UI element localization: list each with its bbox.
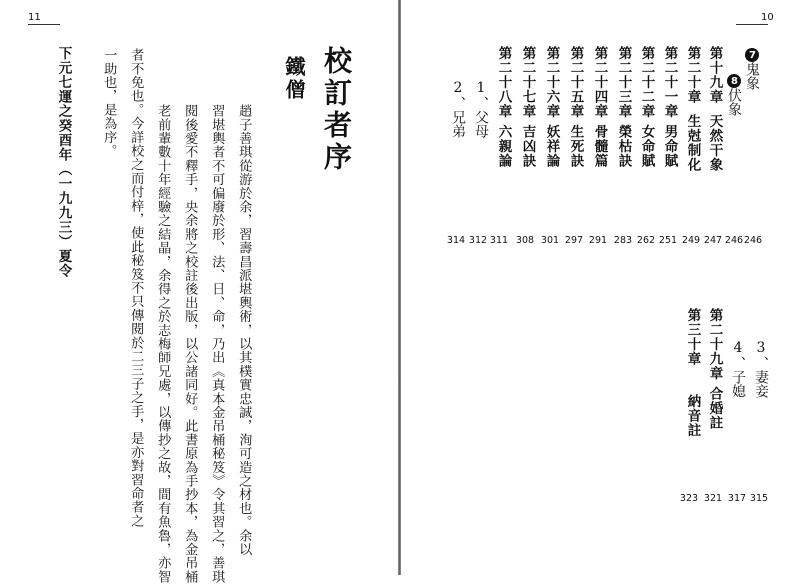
- toc-chapter-23: [616, 46, 630, 168]
- chapter-number: 第二十九章: [706, 308, 723, 381]
- toc-page-number: 315: [749, 493, 769, 504]
- toc-chapter-21: [662, 46, 676, 168]
- item-title: 妻妾: [753, 370, 769, 398]
- toc-chapter-20: [685, 46, 699, 172]
- chapter-number: 第二十二章: [638, 46, 655, 119]
- chapter-title: 吉凶訣: [519, 124, 536, 168]
- preface-column-6: 一助也，是為序。: [101, 48, 117, 158]
- left-page: [0, 0, 399, 584]
- chapter-number: 第二十六章: [543, 46, 560, 119]
- chapter-number: 第二十七章: [519, 46, 536, 119]
- chapter-title: 榮枯訣: [615, 124, 632, 168]
- toc-title: 鬼象: [744, 62, 760, 90]
- toc-entry-wives: [754, 340, 768, 398]
- chapter-title: 納音註: [684, 394, 701, 438]
- right-page: [401, 0, 800, 575]
- toc-page-number: 301: [540, 235, 560, 246]
- chapter-title: 六親論: [495, 124, 512, 168]
- toc-page-number: 321: [703, 493, 723, 504]
- toc-page-number: 311: [489, 235, 509, 246]
- chapter-title: 合婚註: [706, 386, 723, 430]
- toc-chapter-24: [592, 46, 606, 168]
- preface-author: 鐵僧: [282, 56, 306, 102]
- toc-title: 伏象: [726, 88, 742, 116]
- toc-entry-parents: [474, 80, 488, 138]
- toc-page-number: 317: [727, 493, 747, 504]
- chapter-title: 妖祥論: [543, 124, 560, 168]
- page-number-left: 11: [28, 12, 41, 23]
- header-rule-left: [28, 24, 60, 25]
- toc-page-number: 297: [564, 235, 584, 246]
- toc-page-number: 314: [446, 235, 466, 246]
- toc-page-number: 251: [658, 235, 678, 246]
- toc-chapter-22: [639, 46, 653, 168]
- chapter-number: 第十九章: [706, 46, 723, 104]
- chapter-title: 生尅制化: [684, 114, 701, 172]
- number-8-badge: 8: [729, 75, 740, 87]
- preface-column-2: 習堪輿者不可偏廢於形、法、日、命，乃出《真本金吊桶秘笈》令其習之，善琪: [209, 104, 225, 584]
- toc-chapter-27: [520, 46, 534, 168]
- toc-entry-hidden-image: [727, 74, 741, 116]
- toc-entry-children: [731, 340, 745, 398]
- chapter-number: 第二十三章: [615, 46, 632, 119]
- toc-chapter-25: [568, 46, 582, 168]
- chapter-title: 女命賦: [638, 124, 655, 168]
- chapter-number: 第三十章: [684, 308, 701, 366]
- toc-entry-siblings: [451, 80, 465, 138]
- item-title: 子媳: [730, 370, 746, 398]
- chapter-title: 天然干象: [706, 114, 723, 172]
- toc-chapter-26: [544, 46, 558, 168]
- item-number: 2、: [450, 80, 466, 110]
- toc-page-number: 283: [613, 235, 633, 246]
- toc-page-number: 291: [588, 235, 608, 246]
- toc-page-number: 323: [679, 493, 699, 504]
- toc-page-number: 262: [636, 235, 656, 246]
- preface-column-4: 老前輩數十年經驗之結晶，余得之於志梅師兄處，以傳抄之故，間有魚魯，亦智: [155, 104, 171, 584]
- toc-page-number: 246: [724, 235, 744, 246]
- toc-chapter-28: [496, 46, 510, 168]
- chapter-number: 第二十四章: [591, 46, 608, 119]
- item-number: 3、: [753, 340, 769, 370]
- chapter-number: 第二十五章: [567, 46, 584, 119]
- toc-page-number: 312: [468, 235, 488, 246]
- chapter-number: 第二十章: [684, 46, 701, 104]
- toc-page-number: 249: [681, 235, 701, 246]
- header-rule-right: [736, 24, 768, 25]
- toc-page-number: 247: [703, 235, 723, 246]
- number-7-badge: 7: [747, 49, 758, 61]
- item-number: 1、: [473, 80, 489, 110]
- item-title: 父母: [473, 110, 489, 138]
- toc-page-number: 308: [515, 235, 535, 246]
- item-number: 4、: [730, 340, 746, 370]
- toc-page-number: 246: [743, 235, 763, 246]
- toc-entry-ghost-image: [745, 48, 759, 90]
- chapter-title: 男命賦: [661, 124, 678, 168]
- toc-chapter-29: [707, 308, 721, 430]
- toc-chapter-30: [685, 308, 699, 438]
- chapter-number: 第二十一章: [661, 46, 678, 119]
- chapter-number: 第二十八章: [495, 46, 512, 119]
- preface-column-5: 者不免也。今詳校之而付梓，使此秘笈不只傳閱於二三子之手，是亦對習命者之: [128, 48, 144, 528]
- preface-title: 校訂者序: [320, 46, 353, 174]
- item-title: 兄弟: [450, 110, 466, 138]
- preface-column-3: 閱後愛不釋手，央余將之校註後出版，以公諸同好。此書原為手抄本，為金吊桶: [182, 104, 198, 584]
- preface-column-1: 趙子善琪從游於余，習壽昌派堪輿術，以其樸實忠誠，洵可造之材也。余以: [236, 104, 252, 557]
- preface-signature: 下元七運之癸酉年（一九九三）夏令: [55, 46, 72, 278]
- toc-chapter-19: [707, 46, 721, 172]
- chapter-title: 生死訣: [567, 124, 584, 168]
- page-number-right: 10: [761, 12, 774, 23]
- chapter-title: 骨髓篇: [591, 124, 608, 168]
